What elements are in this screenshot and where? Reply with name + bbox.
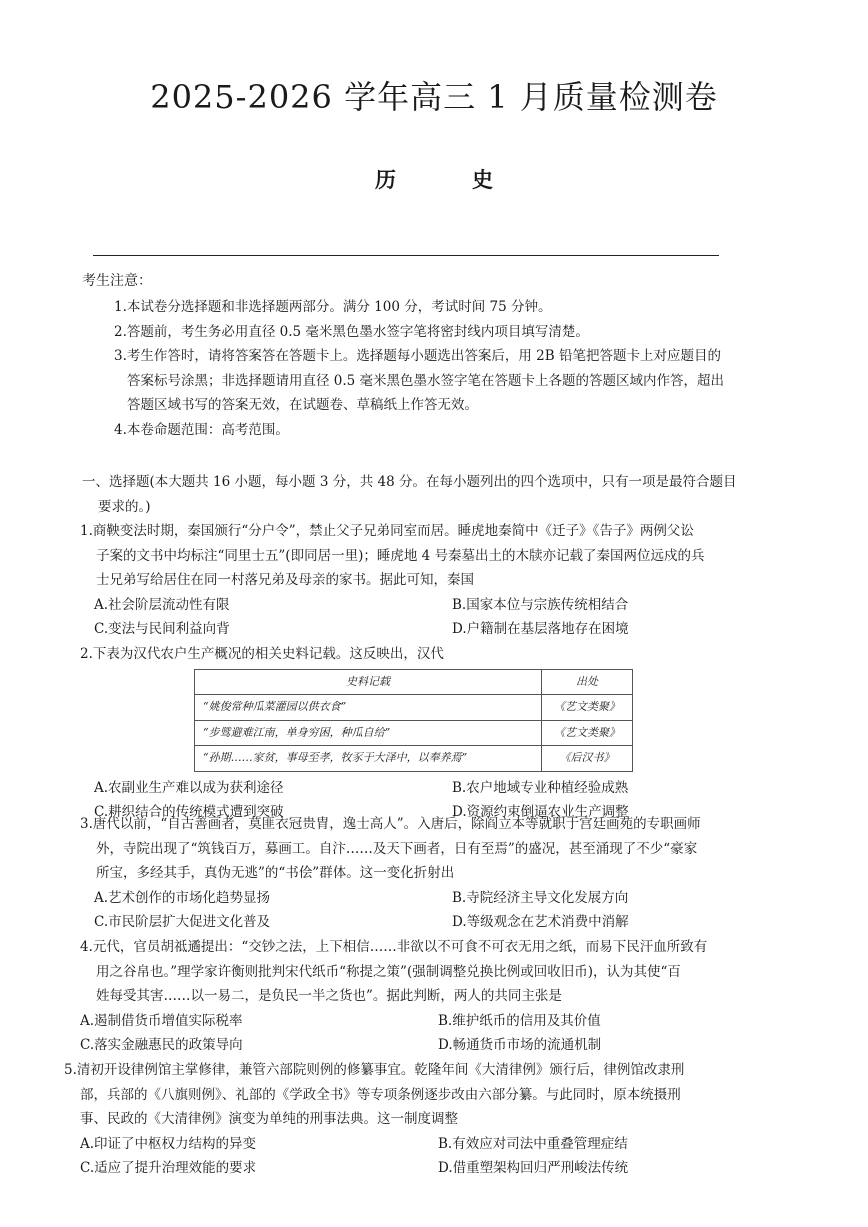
option-d: D.资源约束倒逼农业生产调整 — [452, 804, 629, 820]
options — [64, 1132, 812, 1181]
table-row — [195, 720, 633, 746]
option-c: C.适应了提升治理效能的要求 — [80, 1160, 257, 1176]
table-row — [195, 746, 633, 772]
section-line-1: 一、选择题(本大题共 16 小题，每小题 3 分，共 48 分。在每小题列出的四个选项中，只有一项是最符合题目 — [82, 474, 737, 490]
table-header-cell: 史料记载 — [195, 669, 542, 695]
option-b: B.有效应对司法中重叠管理症结 — [438, 1135, 628, 1152]
subject-heading — [0, 164, 868, 194]
section-line-2: 要求的。) — [98, 498, 151, 515]
question-stem-line: 2.下表为汉代农户生产概况的相关史料记载。这反映出，汉代 — [80, 646, 444, 662]
notice-item-3-cont: 答案标号涂黑；非选择题请用直径 0.5 毫米黑色墨水签字笔在答题卡上各题的答题区域内作答，超出 — [127, 372, 725, 389]
option-b: B.寺院经济主导文化发展方向 — [452, 889, 629, 906]
question-4 — [80, 935, 810, 1058]
table-cell: “步骘避难江南，单身穷困，种瓜自给” — [195, 720, 542, 746]
option-c: C.耕织结合的传统模式遭到突破 — [94, 804, 284, 820]
option-a: A.艺术创作的市场化趋势显扬 — [94, 889, 271, 906]
notice-heading: 考生注意： — [82, 273, 152, 289]
option-a: A.印证了中枢权力结构的异变 — [80, 1135, 257, 1152]
table-cell: 《艺文类聚》 — [542, 720, 633, 746]
question-1 — [80, 519, 810, 642]
question-5 — [64, 1058, 812, 1181]
question-stem-line: 士兄弟写给居住在同一村落兄弟及母亲的家书。据此可知，秦国 — [96, 572, 474, 588]
header-divider — [93, 255, 719, 256]
option-a: A.遏制借货币增值实际税率 — [80, 1012, 243, 1029]
notice-item-2: 2.答题前，考生务必用直径 0.5 毫米黑色墨水签字笔将密封线内项目填写清楚。 — [114, 323, 589, 340]
question-stem-line: 3.唐代以前，“自古善画者，莫匪衣冠贵胄，逸士高人”。入唐后，除阎立本等就职于宫廷画苑的专职画师 — [80, 816, 701, 832]
table-row — [195, 695, 633, 721]
option-c: C.落实金融惠民的政策导向 — [80, 1037, 243, 1053]
table-cell: “姚俊常种瓜菜灌园以供衣食” — [195, 695, 542, 721]
options — [80, 1009, 810, 1058]
source-table — [194, 669, 633, 772]
subject-char-1: 历 — [375, 167, 396, 192]
section-heading — [82, 470, 812, 519]
exam-title: 2025-2026 学年高三 1 月质量检测卷 — [150, 78, 718, 116]
option-b: B.维护纸币的信用及其价值 — [438, 1012, 601, 1029]
subject-char-2: 史 — [472, 167, 493, 192]
question-stem-line: 所宝，多经其手，真伪无逃”的“书侩”群体。这一变化折射出 — [96, 865, 455, 881]
question-2 — [80, 642, 810, 825]
table-cell: 《后汉书》 — [542, 746, 633, 772]
option-a: A.农副业生产难以成为获利途径 — [94, 779, 284, 796]
question-stem-line: 姓每受其害……以一易二，是负民一半之货也”。据此判断，两人的共同主张是 — [96, 988, 562, 1004]
question-stem-line: 1.商鞅变法时期，秦国颁行“分户令”，禁止父子兄弟同室而居。睡虎地秦简中《迁子》《告子》两例父讼 — [80, 523, 694, 539]
options — [80, 886, 810, 935]
question-3 — [80, 812, 810, 935]
options — [80, 593, 810, 642]
question-stem-line: 5.清初开设律例馆主掌修律，兼管六部院则例的修纂事宜。乾隆年间《大清律例》颁行后，律例馆改隶刑 — [64, 1062, 685, 1078]
option-d: D.借重塑架构回归严刑峻法传统 — [438, 1160, 629, 1176]
question-stem-line: 事、民政的《大清律例》演变为单纯的刑事法典。这一制度调整 — [80, 1111, 458, 1127]
question-stem-line: 用之谷帛也。”理学家许衡则批判宋代纸币“称提之策”(强制调整兑换比例或回收旧币)，认为其使“百 — [96, 963, 681, 980]
option-c: C.市民阶层扩大促进文化普及 — [94, 914, 271, 930]
question-stem-line: 4.元代，官员胡祗遹提出：“交钞之法，上下相信……非欲以不可食不可衣无用之纸，而易下民汗血所致有 — [80, 939, 708, 955]
option-d: D.户籍制在基层落地存在困境 — [452, 621, 629, 637]
table-header-row — [195, 669, 633, 695]
question-stem-line: 外，寺院出现了“筑钱百万，募画工。自汴……及天下画者，日有至焉”的盛况，甚至涌现了不少“豪家 — [96, 840, 698, 857]
option-d: D.畅通货币市场的流通机制 — [438, 1037, 602, 1053]
table-header-cell: 出处 — [542, 669, 633, 695]
option-b: B.农户地域专业种植经验成熟 — [452, 779, 629, 796]
question-stem-line: 子案的文书中均标注“同里士五”(即同居一里)；睡虎地 4 号秦墓出土的木牍亦记载了秦国两位远戍的兵 — [96, 547, 705, 564]
notice-list — [114, 295, 814, 442]
option-b: B.国家本位与宗族传统相结合 — [452, 596, 629, 613]
notice-item-3-cont2: 答题区域书写的答案无效，在试题卷、草稿纸上作答无效。 — [127, 397, 478, 413]
notice-item-1: 1.本试卷分选择题和非选择题两部分。满分 100 分，考试时间 75 分钟。 — [114, 299, 552, 315]
option-d: D.等级观念在艺术消费中消解 — [452, 914, 629, 930]
notice-item-3: 3.考生作答时，请将答案答在答题卡上。选择题每小题选出答案后，用 2B 铅笔把答题卡上对应题目的 — [114, 348, 721, 364]
table-cell: “孙期……家贫，事母至孝，牧豕于大泽中，以奉养焉” — [195, 746, 542, 772]
question-stem-line: 部，兵部的《八旗则例》、礼部的《学政全书》等专项条例逐步改由六部分纂。与此同时，原本统摄刑 — [80, 1086, 681, 1103]
table-cell: 《艺文类聚》 — [542, 695, 633, 721]
option-a: A.社会阶层流动性有限 — [94, 596, 230, 613]
option-c: C.变法与民间利益向背 — [94, 621, 230, 637]
notice-item-4: 4.本卷命题范围：高考范围。 — [114, 421, 289, 438]
